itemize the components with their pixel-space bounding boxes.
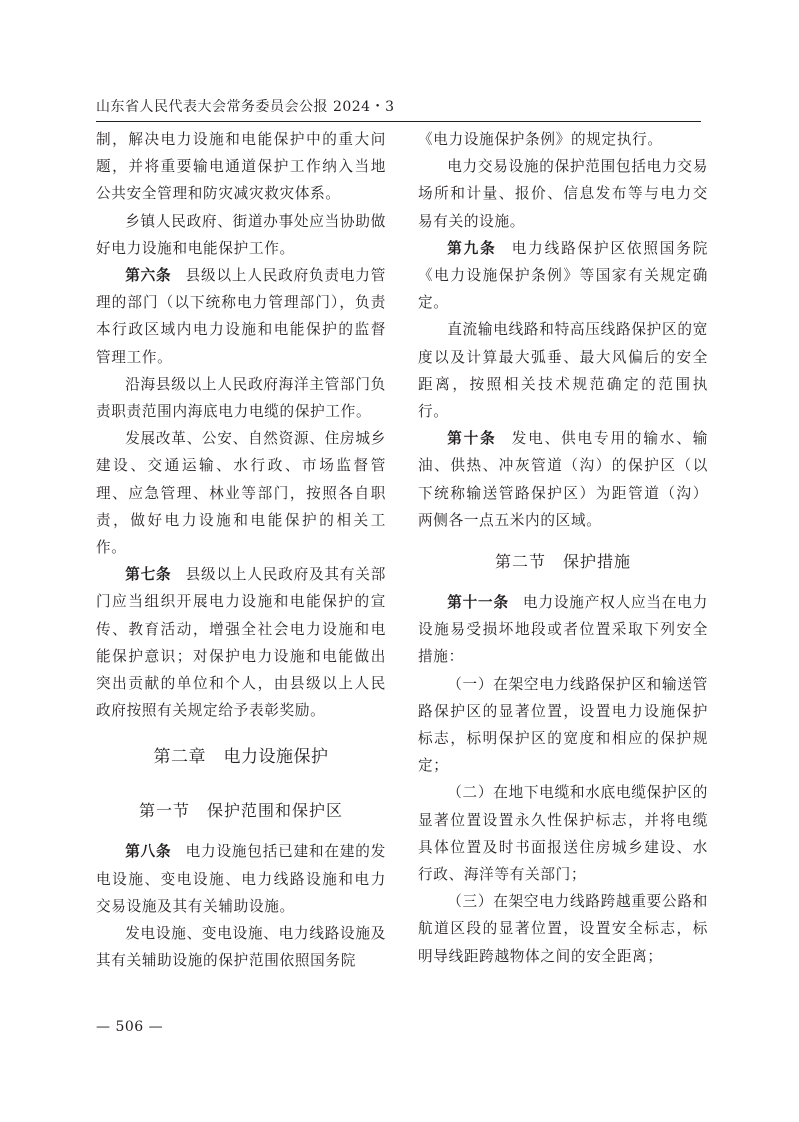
page-number: — 506 — (96, 1019, 164, 1035)
article-9 (418, 235, 708, 317)
paragraph: 发展改革、公安、自然资源、住房城乡建设、交通运输、水行政、市场监督管理、应急管理、林业等部门，按照各自职责，做好电力设施和电能保护的相关工作。 (96, 430, 386, 557)
header-rule (96, 121, 701, 122)
article-6 (96, 262, 386, 371)
paragraph: 发电设施、变电设施、电力线路设施及其有关辅助设施的保护范围依照国务院 (96, 925, 386, 970)
article-11 (418, 589, 708, 671)
list-item: （一）在架空电力线路保护区和输送管路保护区的显著位置，设置电力设施保护标志，标明保护区的宽度和相应的保护规定； (418, 675, 708, 775)
article-6-label: 第六条 (125, 267, 172, 285)
article-7-text: 县级以上人民政府及其有关部门应当组织开展电力设施和电能保护的宣传、教育活动，增强全社会电力设施和电能保护意识；对保护电力设施和电能做出突出贡献的单位和个人，由县级以上人民政府按照有关规定给予表彰奖励。 (96, 566, 386, 720)
section-heading: 第一节 保护范围和保护区 (138, 801, 343, 821)
right-column (418, 126, 708, 970)
paragraph: 直流输电线路和特高压线路保护区的宽度以及计算最大弧垂、最大风偏后的安全距离，按照相关技术规范确定的范围执行。 (418, 321, 708, 421)
paragraph: 沿海县级以上人民政府海洋主管部门负责职责范围内海底电力电缆的保护工作。 (96, 375, 386, 421)
article-7 (96, 561, 386, 724)
paragraph: 电力交易设施的保护范围包括电力交易场所和计量、报价、信息发布等与电力交易有关的设施。 (418, 158, 708, 230)
article-11-text: 电力设施产权人应当在电力设施易受损坏地段或者位置采取下列安全措施： (418, 594, 708, 666)
article-7-label: 第七条 (125, 566, 172, 584)
article-8 (96, 838, 386, 920)
page-header: 山东省人民代表大会常务委员会公报 2024・3 (96, 99, 395, 115)
paragraph-continuation: 制，解决电力设施和电能保护中的重大问题，并将重要输电通道保护工作纳入当地公共安全管理和防灾减灾救灾体系。 (96, 131, 386, 203)
article-10-label: 第十条 (447, 430, 497, 448)
article-10 (418, 425, 708, 534)
article-9-text: 电力线路保护区依照国务院《电力设施保护条例》等国家有关规定确定。 (418, 239, 709, 312)
article-8-label: 第八条 (125, 843, 172, 861)
article-8-text: 电力设施包括已建和在建的发电设施、变电设施、电力线路设施和电力交易设施及其有关辅助设施。 (96, 843, 386, 915)
paragraph: 乡镇人民政府、街道办事处应当协助做好电力设施和电能保护工作。 (96, 212, 386, 257)
paragraph-continuation: 《电力设施保护条例》的规定执行。 (418, 131, 663, 148)
article-9-label: 第九条 (447, 239, 497, 257)
section-heading: 第二节 保护措施 (494, 552, 631, 572)
left-column (96, 126, 386, 974)
list-item: （二）在地下电缆和水底电缆保护区的显著位置设置永久性保护标志，并将电缆具体位置及时书面报送住房城乡建设、水行政、海洋等有关部门； (418, 784, 708, 884)
article-10-text: 发电、供电专用的输水、输油、供热、冲灰管道（沟）的保护区（以下统称输送管路保护区）为距管道（沟）两侧各一点五米内的区域。 (418, 430, 709, 529)
article-6-text: 县级以上人民政府负责电力管理的部门（以下统称电力管理部门），负责本行政区域内电力设施和电能保护的监督管理工作。 (96, 267, 386, 366)
list-item: （三）在架空电力线路跨越重要公路和航道区段的显著位置，设置安全标志，标明导线距跨越物体之间的安全距离； (418, 893, 708, 965)
article-11-label: 第十一条 (447, 594, 509, 612)
chapter-heading: 第二章 电力设施保护 (153, 747, 329, 768)
